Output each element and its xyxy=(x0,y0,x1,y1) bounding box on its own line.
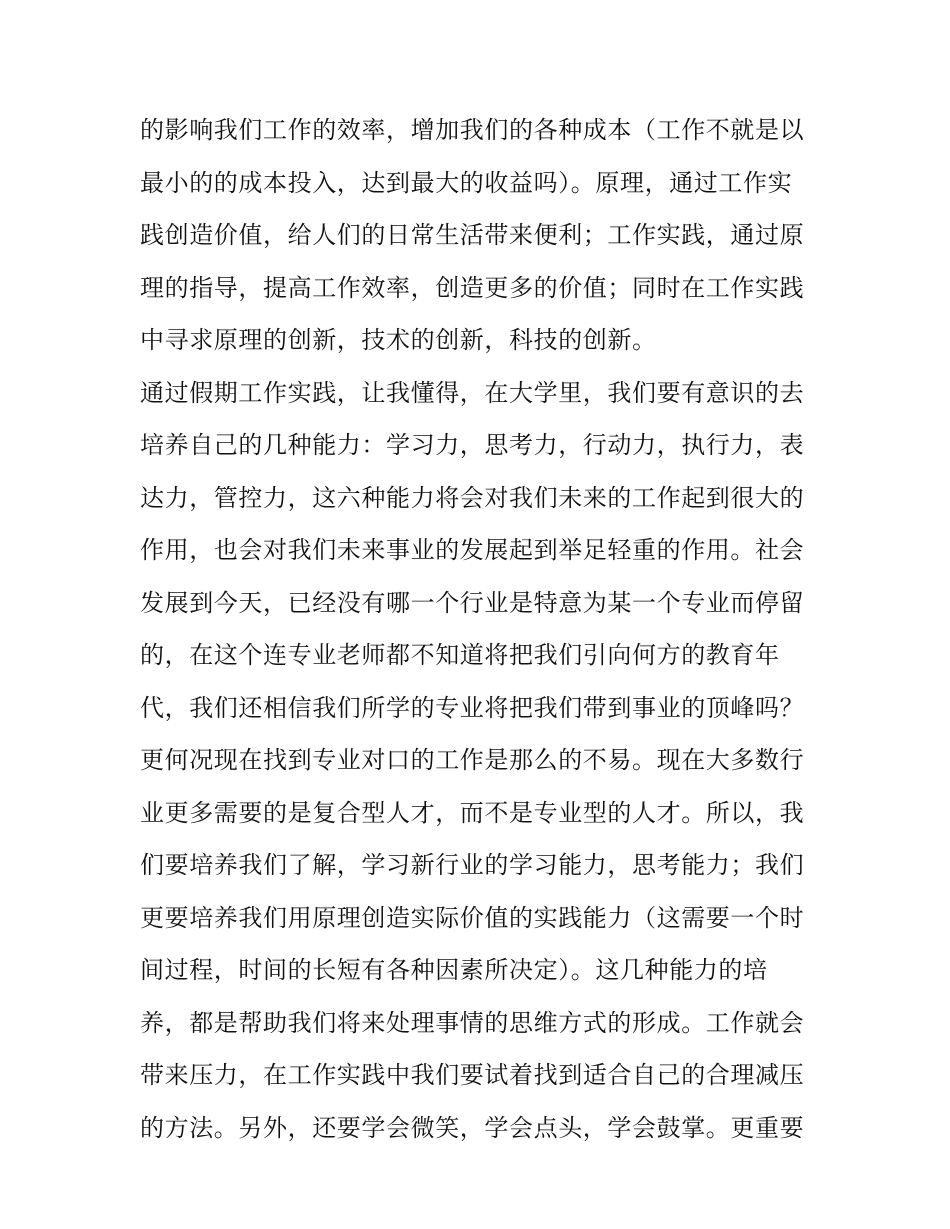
text-line: 更要培养我们用原理创造实际价值的实践能力（这需要一个时 xyxy=(140,903,805,932)
text-line: 培养自己的几种能力：学习力，思考力，行动力，执行力，表 xyxy=(140,431,805,459)
text-line: 最小的的成本投入，达到最大的收益吗）。原理，通过工作实 xyxy=(140,168,793,197)
text-line: 养，都是帮助我们将来处理事情的思维方式的形成。工作就会 xyxy=(140,1008,805,1037)
text-line: 间过程，时间的长短有各种因素所决定）。这几种能力的培 xyxy=(140,956,768,984)
text-line: 的方法。另外，还要学会微笑，学会点头，学会鼓掌。更重要 xyxy=(140,1113,805,1142)
text-line: 践创造价值，给人们的日常生活带来便利；工作实践，通过原 xyxy=(140,221,805,249)
text-line: 的影响我们工作的效率，增加我们的各种成本（工作不就是以 xyxy=(140,116,805,144)
text-line: 达力，管控力，这六种能力将会对我们未来的工作起到很大的 xyxy=(140,483,805,512)
text-line: 发展到今天，已经没有哪一个行业是特意为某一个专业而停留 xyxy=(140,588,805,617)
text-line: 代，我们还相信我们所学的专业将把我们带到事业的顶峰吗？ xyxy=(140,693,805,722)
text-line: 带来压力，在工作实践中我们要试着找到适合自己的合理减压 xyxy=(140,1061,805,1089)
body-text xyxy=(140,104,820,1154)
text-line: 的，在这个连专业老师都不知道将把我们引向何方的教育年 xyxy=(140,641,780,669)
text-line: 中寻求原理的创新，技术的创新，科技的创新。 xyxy=(140,326,657,354)
text-line: 业更多需要的是复合型人才，而不是专业型的人才。所以，我 xyxy=(140,798,805,827)
text-line: 更何况现在找到专业对口的工作是那么的不易。现在大多数行 xyxy=(140,746,805,774)
text-line: 们要培养我们了解，学习新行业的学习能力，思考能力；我们 xyxy=(140,851,805,879)
text-line: 通过假期工作实践，让我懂得，在大学里，我们要有意识的去 xyxy=(140,378,805,407)
text-line: 理的指导，提高工作效率，创造更多的价值；同时在工作实践 xyxy=(140,273,805,302)
text-line: 作用，也会对我们未来事业的发展起到举足轻重的作用。社会 xyxy=(140,536,805,564)
